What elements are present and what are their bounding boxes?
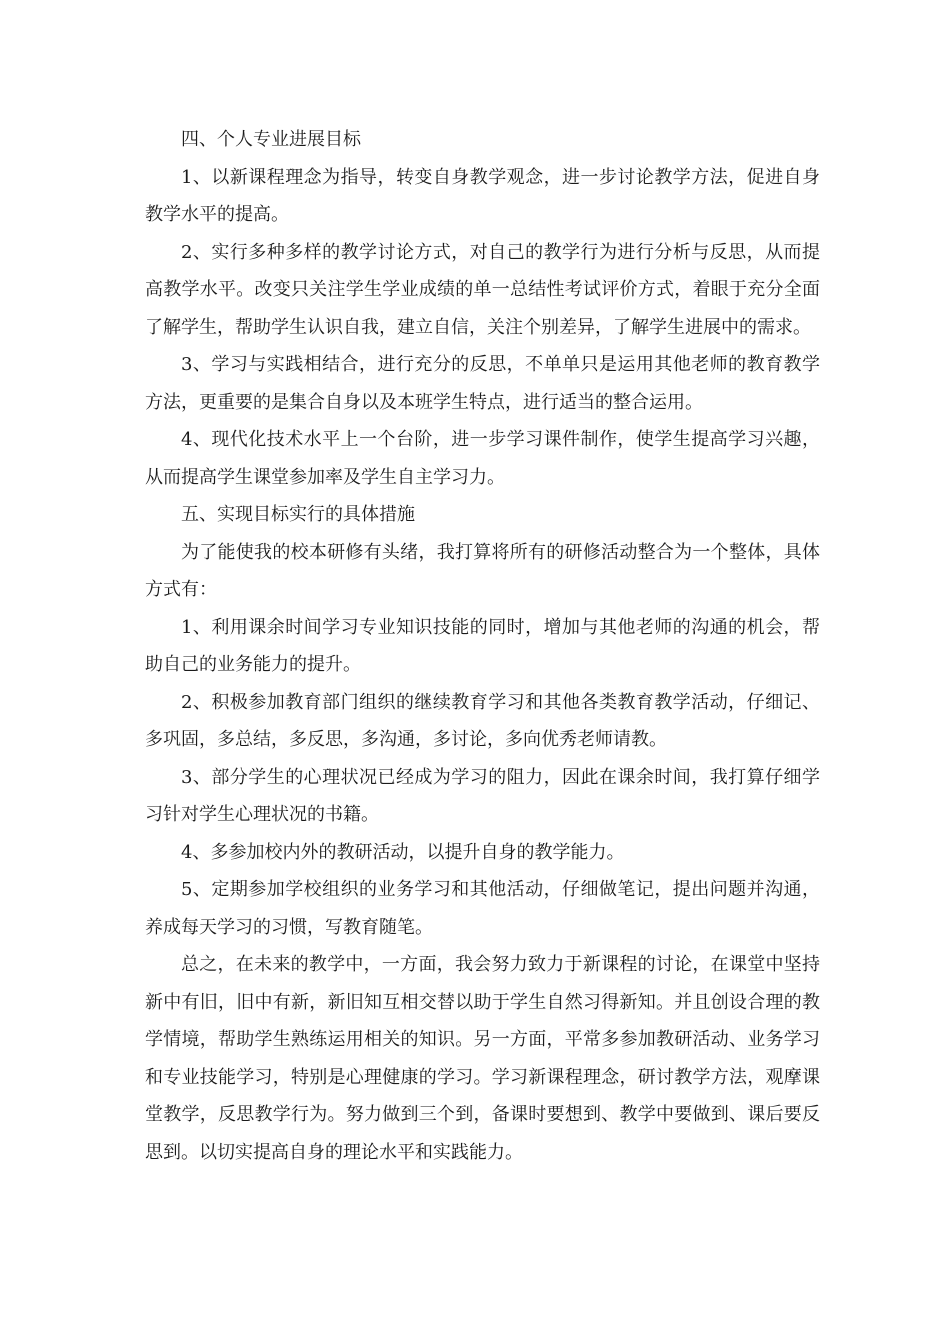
paragraph-goal-3: 3、学习与实践相结合，进行充分的反思，不单单只是运用其他老师的教育教学方法，更重要的是集合自身以及本班学生特点，进行适当的整合运用。 bbox=[145, 354, 820, 413]
paragraph-measures-intro: 为了能使我的校本研修有头绪，我打算将所有的研修活动整合为一个整体，具体方式有： bbox=[145, 541, 820, 600]
section-heading-goals: 四、个人专业进展目标 bbox=[181, 129, 361, 150]
section-heading-measures: 五、实现目标实行的具体措施 bbox=[181, 504, 415, 525]
paragraph-conclusion: 总之，在未来的教学中，一方面，我会努力致力于新课程的讨论，在课堂中坚持新中有旧，旧中有新，新旧知互相交替以助于学生自然习得新知。并且创设合理的教学情境，帮助学生熟练运用相关的知识。另一方面，平常多参加教研活动、业务学习和专业技能学习，特别是心理健康的学习。学习新课程理念，研讨教学方法，观摩课堂教学，反思教学行为。努力做到三个到，备课时要想到、教学中要做到、课后要反思到。以切实提高自身的理论水平和实践能力。 bbox=[145, 954, 820, 1163]
paragraph-goal-2: 2、实行多种多样的教学讨论方式，对自己的教学行为进行分析与反思，从而提高教学水平。改变只关注学生学业成绩的单一总结性考试评价方式，着眼于充分全面了解学生，帮助学生认识自我，建立自信，关注个别差异，了解学生进展中的需求。 bbox=[145, 241, 820, 338]
paragraph-goal-1: 1、以新课程理念为指导，转变自身教学观念，进一步讨论教学方法，促进自身教学水平的提高。 bbox=[145, 166, 820, 225]
paragraph-measure-5: 5、定期参加学校组织的业务学习和其他活动，仔细做笔记，提出问题并沟通，养成每天学习的习惯，写教育随笔。 bbox=[145, 879, 820, 938]
paragraph-measure-2: 2、积极参加教育部门组织的继续教育学习和其他各类教育教学活动，仔细记、多巩固，多总结，多反思，多沟通，多讨论，多向优秀老师请教。 bbox=[145, 691, 820, 750]
paragraph-measure-3: 3、部分学生的心理状况已经成为学习的阻力，因此在课余时间，我打算仔细学习针对学生心理状况的书籍。 bbox=[145, 766, 820, 825]
paragraph-measure-1: 1、利用课余时间学习专业知识技能的同时，增加与其他老师的沟通的机会，帮助自己的业务能力的提升。 bbox=[145, 616, 820, 675]
document-body bbox=[145, 121, 820, 1171]
paragraph-goal-4: 4、现代化技术水平上一个台阶，进一步学习课件制作，使学生提高学习兴趣，从而提高学生课堂参加率及学生自主学习力。 bbox=[145, 429, 820, 488]
paragraph-measure-4: 4、多参加校内外的教研活动，以提升自身的教学能力。 bbox=[181, 841, 625, 863]
